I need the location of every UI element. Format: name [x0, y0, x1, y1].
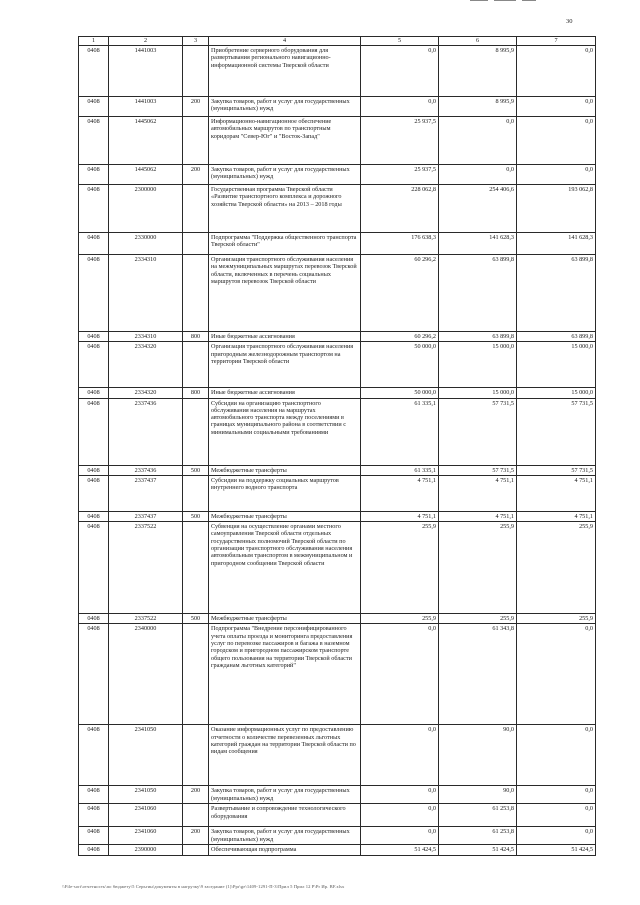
description-cell: Государственная программа Тверской области «Развитие транспортного комплекса и дорожного хозяйства Тверской области» на 2013 – 2018 годы	[209, 185, 361, 233]
description-cell: Межбюджетные трансферты	[209, 614, 361, 624]
amount-year2-cell: 15 000,0	[439, 342, 517, 388]
table-header-row	[79, 37, 596, 46]
table-row	[79, 388, 596, 398]
table-row	[79, 804, 596, 827]
table-row	[79, 475, 596, 511]
description-cell: Организация транспортного обслуживания населения пригородным железнодорожным транспортом на территории Тверской области	[209, 342, 361, 388]
section-code-cell: 0408	[79, 475, 109, 511]
section-code-cell: 0408	[79, 46, 109, 97]
amount-year3-cell: 0,0	[517, 165, 596, 185]
description-cell: Организация транспортного обслуживания населения на межмуниципальных маршрутах перевозок Тверской области, включенных в перечень социальных маршрутов перевозок Тверской области	[209, 255, 361, 332]
table-row	[79, 165, 596, 185]
amount-year3-cell: 63 899,8	[517, 332, 596, 342]
section-code-cell: 0408	[79, 522, 109, 614]
table-row	[79, 398, 596, 465]
description-cell: Закупка товаров, работ и услуг для государственных (муниципальных) нужд	[209, 97, 361, 117]
section-code-cell: 0408	[79, 725, 109, 786]
description-cell: Подпрограмма "Внедрение персонифицированного учета оплаты проезда и мониторинга предоставления услуг по перевозке пассажиров и багажа в наземном городском и пригородном пассажирском транспорте общего пользования на территории Тверской области гражданам льготных категорий"	[209, 624, 361, 725]
table-row	[79, 97, 596, 117]
description-cell: Подпрограмма "Поддержка общественного транспорта Тверской области"	[209, 233, 361, 255]
column-header: 3	[183, 37, 209, 46]
amount-year2-cell: 254 406,6	[439, 185, 517, 233]
target-article-cell: 2334310	[109, 332, 183, 342]
amount-year2-cell: 0,0	[439, 117, 517, 165]
description-cell: Обеспечивающая подпрограмма	[209, 845, 361, 856]
description-cell: Информационно-навигационное обеспечение автомобильных маршрутов по транспортным коридорам "Север-Юг" и "Восток-Запад"	[209, 117, 361, 165]
target-article-cell: 2337522	[109, 614, 183, 624]
target-article-cell: 1441003	[109, 46, 183, 97]
expense-type-cell	[183, 46, 209, 97]
amount-year1-cell: 0,0	[361, 804, 439, 827]
description-cell: Субсидии на организацию транспортного обслуживания населения на маршрутах автомобильного транспорта между поселениями в границах муниципального района в соответствии с минимальными социальными требованиями	[209, 398, 361, 465]
section-code-cell: 0408	[79, 511, 109, 521]
section-code-cell: 0408	[79, 185, 109, 233]
amount-year1-cell: 4 751,1	[361, 475, 439, 511]
amount-year1-cell: 61 335,1	[361, 465, 439, 475]
description-cell: Закупка товаров, работ и услуг для государственных (муниципальных) нужд	[209, 165, 361, 185]
file-path-footer: \\File-sort\отчетность\по бюджету\5 Серьгин\документы в нагрузку\9 заседание (1)\Ppr\ge\1409-1291-П-3\Прил 5 Прил 12 P\Pr Ир. BF.xlsx	[62, 884, 345, 889]
amount-year1-cell: 0,0	[361, 827, 439, 845]
column-header: 4	[209, 37, 361, 46]
expense-type-cell	[183, 804, 209, 827]
target-article-cell: 2334320	[109, 388, 183, 398]
column-header: 5	[361, 37, 439, 46]
amount-year1-cell: 0,0	[361, 725, 439, 786]
section-code-cell: 0408	[79, 342, 109, 388]
amount-year2-cell: 63 899,8	[439, 332, 517, 342]
column-header: 2	[109, 37, 183, 46]
description-cell: Иные бюджетные ассигнования	[209, 388, 361, 398]
expense-type-cell	[183, 845, 209, 856]
expense-type-cell	[183, 475, 209, 511]
target-article-cell: 2300000	[109, 185, 183, 233]
amount-year1-cell: 51 424,5	[361, 845, 439, 856]
table-row	[79, 342, 596, 388]
amount-year3-cell: 0,0	[517, 97, 596, 117]
description-cell: Иные бюджетные ассигнования	[209, 332, 361, 342]
section-code-cell: 0408	[79, 233, 109, 255]
section-code-cell: 0408	[79, 117, 109, 165]
amount-year1-cell: 0,0	[361, 624, 439, 725]
amount-year2-cell: 63 899,8	[439, 255, 517, 332]
column-header: 1	[79, 37, 109, 46]
description-cell: Межбюджетные трансферты	[209, 465, 361, 475]
target-article-cell: 2337522	[109, 522, 183, 614]
amount-year2-cell: 90,0	[439, 786, 517, 804]
expense-type-cell	[183, 233, 209, 255]
amount-year2-cell: 61 253,8	[439, 827, 517, 845]
expense-type-cell: 800	[183, 332, 209, 342]
amount-year3-cell: 0,0	[517, 624, 596, 725]
amount-year3-cell: 4 751,1	[517, 475, 596, 511]
target-article-cell: 2341050	[109, 725, 183, 786]
amount-year2-cell: 57 731,5	[439, 398, 517, 465]
description-cell: Приобретение серверного оборудования для развертывания регионального навигационно-информационной системы Тверской области	[209, 46, 361, 97]
table-row	[79, 332, 596, 342]
expense-type-cell	[183, 725, 209, 786]
section-code-cell: 0408	[79, 845, 109, 856]
section-code-cell: 0408	[79, 465, 109, 475]
amount-year1-cell: 0,0	[361, 46, 439, 97]
section-code-cell: 0408	[79, 165, 109, 185]
top-scan-marks	[470, 0, 560, 3]
expense-type-cell: 500	[183, 511, 209, 521]
description-cell: Закупка товаров, работ и услуг для государственных (муниципальных) нужд	[209, 786, 361, 804]
amount-year3-cell: 255,9	[517, 614, 596, 624]
amount-year3-cell: 0,0	[517, 827, 596, 845]
amount-year2-cell: 15 000,0	[439, 388, 517, 398]
description-cell: Субсидии на поддержку социальных маршрутов внутреннего водного транспорта	[209, 475, 361, 511]
amount-year1-cell: 228 062,8	[361, 185, 439, 233]
page-number: 30	[566, 18, 573, 25]
target-article-cell: 2341050	[109, 786, 183, 804]
section-code-cell: 0408	[79, 388, 109, 398]
amount-year1-cell: 50 000,0	[361, 388, 439, 398]
section-code-cell: 0408	[79, 827, 109, 845]
target-article-cell: 1441003	[109, 97, 183, 117]
expense-type-cell	[183, 624, 209, 725]
expense-type-cell: 800	[183, 388, 209, 398]
target-article-cell: 2337437	[109, 511, 183, 521]
target-article-cell: 2334310	[109, 255, 183, 332]
amount-year1-cell: 255,9	[361, 614, 439, 624]
amount-year2-cell: 141 628,3	[439, 233, 517, 255]
amount-year3-cell: 255,9	[517, 522, 596, 614]
section-code-cell: 0408	[79, 398, 109, 465]
amount-year2-cell: 255,9	[439, 522, 517, 614]
target-article-cell: 2337436	[109, 398, 183, 465]
section-code-cell: 0408	[79, 624, 109, 725]
amount-year3-cell: 0,0	[517, 725, 596, 786]
table-row	[79, 614, 596, 624]
table-row	[79, 185, 596, 233]
amount-year2-cell: 8 995,9	[439, 46, 517, 97]
description-cell: Субвенция на осуществление органами местного самоуправления Тверской области отдельных государственных полномочий Тверской области по организации транспортного обслуживания населения автомобильным транспортом в межмуниципальном и пригородном сообщении Тверской области	[209, 522, 361, 614]
amount-year1-cell: 25 937,5	[361, 117, 439, 165]
table-row	[79, 511, 596, 521]
description-cell: Развертывание и сопровождение технологического оборудования	[209, 804, 361, 827]
amount-year2-cell: 255,9	[439, 614, 517, 624]
section-code-cell: 0408	[79, 786, 109, 804]
amount-year1-cell: 50 000,0	[361, 342, 439, 388]
amount-year3-cell: 0,0	[517, 804, 596, 827]
amount-year1-cell: 61 335,1	[361, 398, 439, 465]
amount-year1-cell: 255,9	[361, 522, 439, 614]
amount-year3-cell: 15 000,0	[517, 388, 596, 398]
table-row	[79, 255, 596, 332]
amount-year2-cell: 4 751,1	[439, 475, 517, 511]
description-cell: Межбюджетные трансферты	[209, 511, 361, 521]
table-row	[79, 233, 596, 255]
expense-type-cell	[183, 522, 209, 614]
section-code-cell: 0408	[79, 97, 109, 117]
amount-year1-cell: 0,0	[361, 97, 439, 117]
expense-type-cell	[183, 255, 209, 332]
table-row	[79, 465, 596, 475]
expense-type-cell	[183, 342, 209, 388]
column-header: 7	[517, 37, 596, 46]
description-cell: Закупка товаров, работ и услуг для государственных (муниципальных) нужд	[209, 827, 361, 845]
expense-type-cell: 200	[183, 165, 209, 185]
amount-year3-cell: 4 751,1	[517, 511, 596, 521]
table-row	[79, 786, 596, 804]
amount-year1-cell: 0,0	[361, 786, 439, 804]
expense-type-cell: 200	[183, 827, 209, 845]
amount-year3-cell: 0,0	[517, 117, 596, 165]
table-row	[79, 117, 596, 165]
target-article-cell: 2334320	[109, 342, 183, 388]
target-article-cell: 2341060	[109, 804, 183, 827]
amount-year3-cell: 15 000,0	[517, 342, 596, 388]
expense-type-cell	[183, 117, 209, 165]
target-article-cell: 2340000	[109, 624, 183, 725]
amount-year3-cell: 193 062,8	[517, 185, 596, 233]
amount-year3-cell: 63 899,8	[517, 255, 596, 332]
expense-type-cell: 500	[183, 614, 209, 624]
target-article-cell: 2337436	[109, 465, 183, 475]
target-article-cell: 1445062	[109, 165, 183, 185]
amount-year1-cell: 60 296,2	[361, 332, 439, 342]
amount-year3-cell: 57 731,5	[517, 398, 596, 465]
table-row	[79, 46, 596, 97]
section-code-cell: 0408	[79, 804, 109, 827]
description-cell: Оказание информационных услуг по предоставлению отчетности о количестве перевезенных льготных категорий граждан на территории Тверской области по видам сообщения	[209, 725, 361, 786]
target-article-cell: 2330000	[109, 233, 183, 255]
table-row	[79, 522, 596, 614]
expense-type-cell: 200	[183, 786, 209, 804]
amount-year2-cell: 4 751,1	[439, 511, 517, 521]
amount-year2-cell: 90,0	[439, 725, 517, 786]
amount-year1-cell: 25 937,5	[361, 165, 439, 185]
amount-year2-cell: 8 995,9	[439, 97, 517, 117]
expense-type-cell	[183, 185, 209, 233]
target-article-cell: 2390000	[109, 845, 183, 856]
budget-table	[78, 36, 596, 856]
section-code-cell: 0408	[79, 255, 109, 332]
amount-year2-cell: 61 253,8	[439, 804, 517, 827]
target-article-cell: 2337437	[109, 475, 183, 511]
amount-year3-cell: 141 628,3	[517, 233, 596, 255]
target-article-cell: 1445062	[109, 117, 183, 165]
amount-year1-cell: 60 296,2	[361, 255, 439, 332]
amount-year3-cell: 0,0	[517, 46, 596, 97]
amount-year3-cell: 57 731,5	[517, 465, 596, 475]
table-row	[79, 845, 596, 856]
section-code-cell: 0408	[79, 332, 109, 342]
amount-year1-cell: 4 751,1	[361, 511, 439, 521]
amount-year2-cell: 57 731,5	[439, 465, 517, 475]
expense-type-cell: 200	[183, 97, 209, 117]
section-code-cell: 0408	[79, 614, 109, 624]
amount-year1-cell: 176 638,3	[361, 233, 439, 255]
table-row	[79, 827, 596, 845]
amount-year2-cell: 0,0	[439, 165, 517, 185]
column-header: 6	[439, 37, 517, 46]
expense-type-cell	[183, 398, 209, 465]
table-row	[79, 725, 596, 786]
expense-type-cell: 500	[183, 465, 209, 475]
table-row	[79, 624, 596, 725]
amount-year2-cell: 61 343,8	[439, 624, 517, 725]
amount-year3-cell: 51 424,5	[517, 845, 596, 856]
amount-year3-cell: 0,0	[517, 786, 596, 804]
target-article-cell: 2341060	[109, 827, 183, 845]
amount-year2-cell: 51 424,5	[439, 845, 517, 856]
